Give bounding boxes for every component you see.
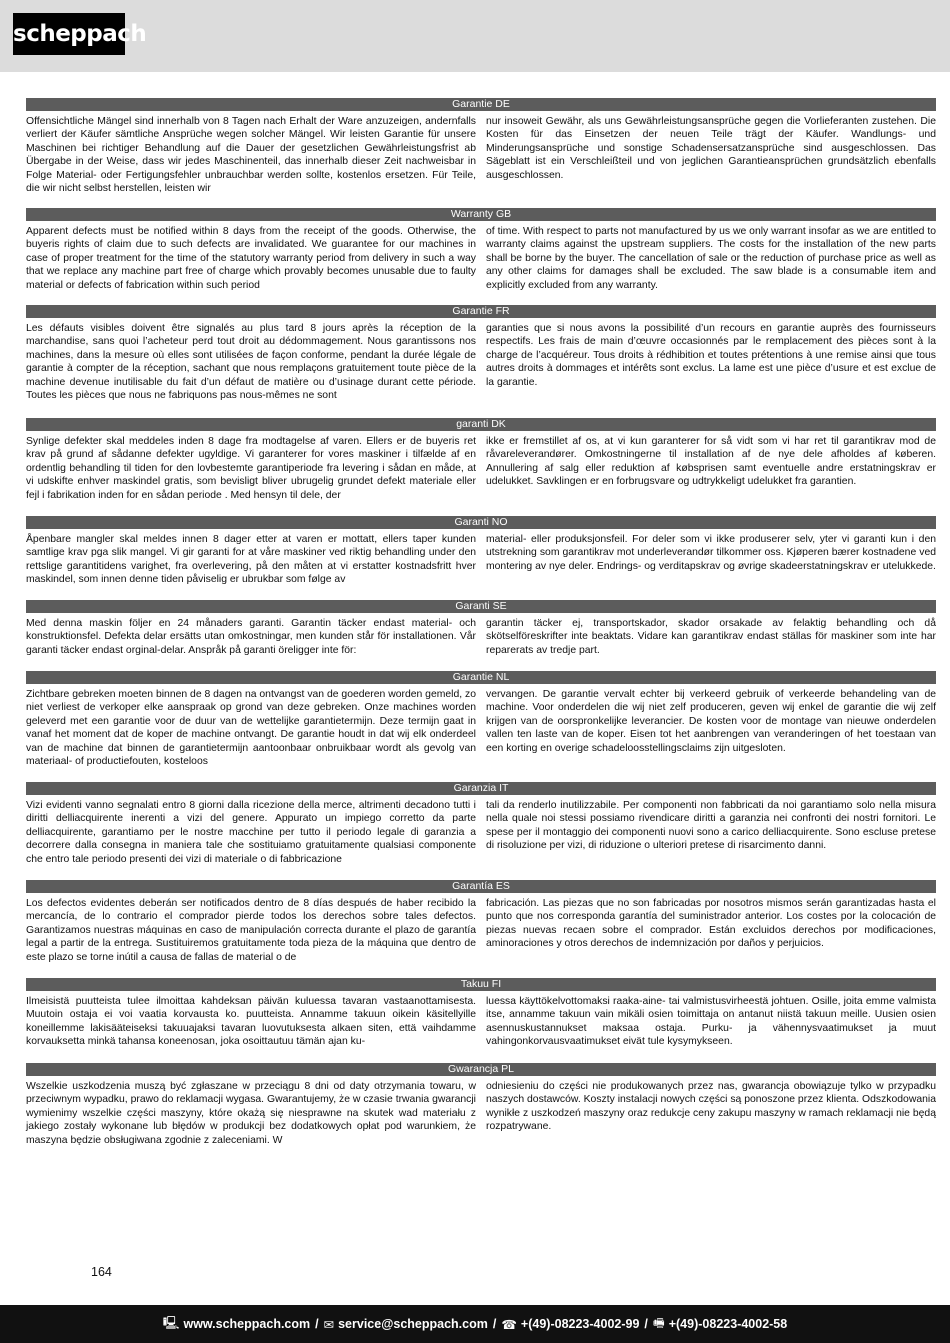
section-title: Garantie DE [26, 98, 936, 111]
section-text-left: Apparent defects must be notified within 8 days from the receipt of the goods. Otherwise, the buyeris rights of claim due to such defects are invalidated. We guarantee for our machines in case of proper treatment for the time of the statutory warranty period from delivery in such a way that we replace any machine part free of charge which provably becomes unusable due to faulty material or defects of fabrication within such period [26, 226, 476, 291]
section-text-left: Vizi evidenti vanno segnalati entro 8 giorni dalla ricezione della merce, altrimenti decadono tutti i diritti delliacquirente inerenti a vizi del genere. Appurato un impiego corretto da parte delliacquirente, garantiamo per le nostre macchine per tutto il periodo legale di garanzia a decorrere dalla consegna in maniera tale che sostituiamo gratuitamente qualsiasi componente che entro tale periodo presenti dei vizi di materiale o di fabbricazione [26, 800, 476, 865]
section-text-right: garanties que si nous avons la possibilité d’un recours en garantie auprès des fournisseurs respectifs. Les frais de main d’œuvre occasionnés par le remplacement des pièces sont à la charge de l’acquéreur. Tous droits à rédhibition et toutes prétentions à une remise ainsi que tous autres droits à dommages et intérêts sont exclus. La lame est une pièce d’usure et est exclue de la garantie. [486, 323, 936, 388]
section-title: Garantie FR [26, 305, 936, 318]
section-text-right: odniesieniu do części nie produkowanych przez nas, gwarancja obowiązuje tylko w przypadku naszych dostawców. Koszty instalacji nowych części są ponoszone przez klienta. Odszkodowania wynikłe z uszkodzeń maszyny oraz redukcje ceny zakupu maszyny w ramach reklamacji nie będą rozpatrywane. [486, 1081, 936, 1133]
section-text-right: garantin täcker ej, transportskador, skador orsakade av felaktig behandling och då skötselföreskrifter inte beaktats. Vidare kan garantikrav endast ställas för maskiner som inte har reparerats av tredje part. [486, 618, 936, 656]
section-pl [26, 1063, 936, 1148]
section-se [26, 600, 936, 671]
section-title: Gwarancja PL [26, 1063, 936, 1076]
section-title: Garanti NO [26, 516, 936, 529]
section-title: Garanzia IT [26, 782, 936, 795]
section-text-right: nur insoweit Gewähr, als uns Gewährleistungsansprüche gegen die Vorlieferanten zustehen. Die Kosten für das Einsetzen der neuen Teile trägt der Käufer. Wandlungs- und Minderungsansprüche und sonstige Schadensersatzansprüche sind ausgeschlossen. Das Sägeblatt ist ein Verschleißteil und von jeglichen Garantieansprüchen grundsätzlich ebenfalls ausgeschlossen. [486, 116, 936, 181]
section-nl [26, 671, 936, 782]
mail-icon: ✉ [323, 1317, 335, 1332]
brand-logo: scheppach [13, 13, 125, 55]
section-text-left: Offensichtliche Mängel sind innerhalb von 8 Tagen nach Erhalt der Ware anzuzeigen, andernfalls verliert der Käufer sämtliche Ansprüche wegen solcher Mängel. Wir leisten Garantie für unsere Maschinen bei richtiger Behandlung auf die Dauer der gesetzlichen Gewährleistungsfrist ab Übergabe in der Weise, dass wir jedes Maschinenteil, das innerhalb dieser Zeit nachweisbar in Folge Material- oder Fertigungsfehler unbrauchbar werden sollte, kostenlos ersetzen. Für Teile, die wir nicht selbst herstellen, leisten wir [26, 116, 476, 195]
footer-phone: +(49)-08223-4002-99 [520, 1317, 640, 1331]
section-title: garanti DK [26, 418, 936, 431]
section-title: Garanti SE [26, 600, 936, 613]
section-text-left: Zichtbare gebreken moeten binnen de 8 dagen na ontvangst van de goederen worden gemeld, zo niet verliest de verkoper elke aanspraak op grond van deze gebreken. Onze machines worden geleverd met een garantie voor de duur van de wettelijke garantietermijn. Deze termijn gaat in vanaf het moment dat de koper de machine ontvangt. De garantie houdt in dat wij elk onderdeel van de machine dat binnen de garantietermijn aantoonbaar onbruikbaar wordt als gevolg van materiaal- of productiefouten, kosteloos [26, 689, 477, 768]
page-number: 164 [91, 1265, 112, 1279]
section-de [26, 98, 936, 208]
section-text-right: vervangen. De garantie vervalt echter bij verkeerd gebruik of verkeerde behandeling van de machine. Voor onderdelen die wij niet zelf produceren, geven wij enkel de garantie die wij zelf krijgen van de oorspronkelijke leverancier. De kosten voor de montage van nieuwe onderdelen vallen ten laste van de koper. Eisen tot het aanbrengen van veranderingen of het toestaan van een korting en overige schadeloosstellingsclaims zijn uitgesloten. [486, 689, 936, 754]
section-text-right: luessa käyttökelvottomaksi raaka-aine- tai valmistusvirheestä johtuen. Osille, joita emme valmista itse, annamme takuun vain mikäli osien toimittaja on antanut niistä takuun meille. Uusien osien asennuskustannukset maksaa ostaja. Purku- ja vähennysvaatimukset ja muut vahingonkorvausvaatimukset eivät tule kysymykseen. [486, 996, 936, 1048]
section-es [26, 880, 936, 978]
section-title: Garantía ES [26, 880, 936, 893]
footer-separator: / [644, 1317, 648, 1331]
section-title: Takuu FI [26, 978, 936, 991]
footer-bar [0, 1305, 950, 1343]
fax-icon: 🖷 [652, 1315, 665, 1330]
footer-fax: +(49)-08223-4002-58 [668, 1317, 788, 1331]
section-text-left: Med denna maskin följer en 24 månaders garanti. Garantin täcker endast material- och konstruktionsfel. Defekta delar ersätts utan omkostningar, men kunden står för installationen. Vår garanti täcker endast orginal-delar. Anspråk på garanti öreligger inte för: [26, 618, 476, 656]
footer-email-link[interactable]: service@scheppach.com [338, 1317, 488, 1331]
section-title: Garantie NL [26, 671, 936, 684]
footer-separator: / [492, 1317, 497, 1331]
section-text-right: tali da renderlo inutilizzabile. Per componenti non fabbricati da noi garantiamo solo nella misura nella quale noi stessi possiamo rivendicare diritti a garanzia nei confronti dei nostri fornitori. Le spese per il montaggio dei componenti nuovi sono a carico delliacquirente. Sono escluse pretese di risoluzione per vizi, di riduzione o ulteriori pretese di risarcimento danni. [486, 800, 936, 852]
footer-separator: / [315, 1317, 319, 1331]
section-fi [26, 978, 936, 1063]
section-no [26, 516, 936, 600]
section-dk [26, 418, 936, 516]
section-text-left: Los defectos evidentes deberán ser notificados dentro de 8 días después de haber recibido la mercancía, de lo contrario el comprador pierde todos los derechos sobre tales defectos. Garantizamos nuestras máquinas en caso de manipulación correcta durante el plazo de garantía legal a partir de la entrega. Sustituiremos gratuitamente toda pieza de la máquina que dentro de este plazo se torne inútil a causa de fallas de material o de [26, 898, 476, 963]
phone-icon: ☎ [501, 1317, 517, 1332]
section-text-left: Wszelkie uszkodzenia muszą być zgłaszane w przeciągu 8 dni od daty otrzymania towaru, w przeciwnym wypadku, prawo do reklamacji wygasa. Gwarantujemy, że w czasie trwania gwarancji wymienimy wszelkie części maszyny, które okażą się niesprawne na skutek wad materiału z jakiego zostały wykonane lub błędów w produkcji bez dodatkowych opłat pod warunkiem, że maszyna będzie obsługiwana zgodnie z zaleceniami. W [26, 1081, 476, 1146]
section-text-left: Ilmeisistä puutteista tulee ilmoittaa kahdeksan päivän kuluessa tavaran vastaanottamisesta. Muutoin ostaja ei voi vaatia korvausta ko. puutteista. Annamme takuun oikein käsitellyille koneillemme lakisääteiseksi takuuajaksi tavaran luovutuksesta alkaen siten, että vaihdamme korvauksetta minkä tahansa koneenosan, joka osoittautuu tämän ajan ku- [26, 996, 476, 1048]
footer-website-link[interactable]: www.scheppach.com [183, 1317, 311, 1331]
section-text-left: Synlige defekter skal meddeles inden 8 dage fra modtagelse af varen. Ellers er de buyeris ret krav på grund af sådanne defekter ugyldige. Vi garanterer for vores maskiner i tilfælde af en ordentlig behandling til tiden for den lovbestemte garantiperiode fra levering i sådan en måde, at vi udskifte enhver maskindel gratis, som bevisligt bliver ubrugelig grundet defekt materiale eller fejl i fabrikation inden for en sådan periode . Med hensyn til dele, der [26, 436, 476, 501]
section-text-right: material- eller produksjonsfeil. For deler som vi ikke produserer selv, yter vi garanti kun i den utstrekning som garantikrav mot underleverandør tilkommer oss. Kjøperen bærer kostnadene ved montering av nye deler. Endrings- og verditapskrav og øvrige skadeerstatningskrav er utelukkede. [486, 534, 936, 572]
section-text-left: Åpenbare mangler skal meldes innen 8 dager etter at varen er mottatt, ellers taper kunden samtlige krav pga slik mangel. Vi gir garanti for at våre maskiner ved riktig behandling under den rettslige garantitidens varighet, fra overlevering, på den måten at vi erstatter kostnadsfritt hver maskindel, som innen denne tiden påviselig er ubrukbar som følge av [26, 534, 476, 586]
header-bar [0, 0, 950, 72]
section-text-right: of time. With respect to parts not manufactured by us we only warrant insofar as we are entitled to warranty claims against the upstream suppliers. The costs for the installation of the new parts shall be borne by the buyer. The cancellation of sale or the reduction of purchase price as well as any other claims for damages shall be excluded. The saw blade is a consumable item and explicitly excluded from any warranty. [486, 226, 936, 291]
section-text-right: fabricación. Las piezas que no son fabricadas por nosotros mismos serán garantizadas hasta el punto que nos corresponda garantía del suministrador anterior. Los costes por la colocación de piezas nuevas recaen sobre el comprador. Están excluidos derechos por modificaciones, aminoraciones y otros derechos de indemnización por daños y perjuicios. [486, 898, 936, 950]
computer-icon: 🖳 [162, 1315, 180, 1330]
section-gb [26, 208, 936, 305]
warranty-content [26, 98, 936, 1148]
section-text-right: ikke er fremstillet af os, at vi kun garanterer for så vidt som vi har ret til garantikrav mod de råvareleverandører. Omkostningerne til installation af de nye dele afholdes af køberen. Annullering af salg eller reduktion af købsprisen samt eventuelle andre erstatningskrav er udelukket. Savklingen er en forbrugsvare og udtrykkeligt udelukket fra garantien. [486, 436, 936, 488]
section-fr [26, 305, 936, 418]
section-text-left: Les défauts visibles doivent être signalés au plus tard 8 jours après la réception de la marchandise, sans quoi l’acheteur perd tout droit au dédommagement. Nous garantissons nos machines, dans la mesure où elles sont utilisées de façon conforme, pendant la durée légale de garantie à compter de la réception, sachant que nous remplaçons gratuitement toute pièce de la machine devenue inutilisable du fait d’un défaut de matière ou d’usinage durant cette période. Toutes les pièces que nous ne fabriquons pas nous-mêmes ne sont [26, 323, 476, 402]
section-it [26, 782, 936, 880]
section-title: Warranty GB [26, 208, 936, 221]
